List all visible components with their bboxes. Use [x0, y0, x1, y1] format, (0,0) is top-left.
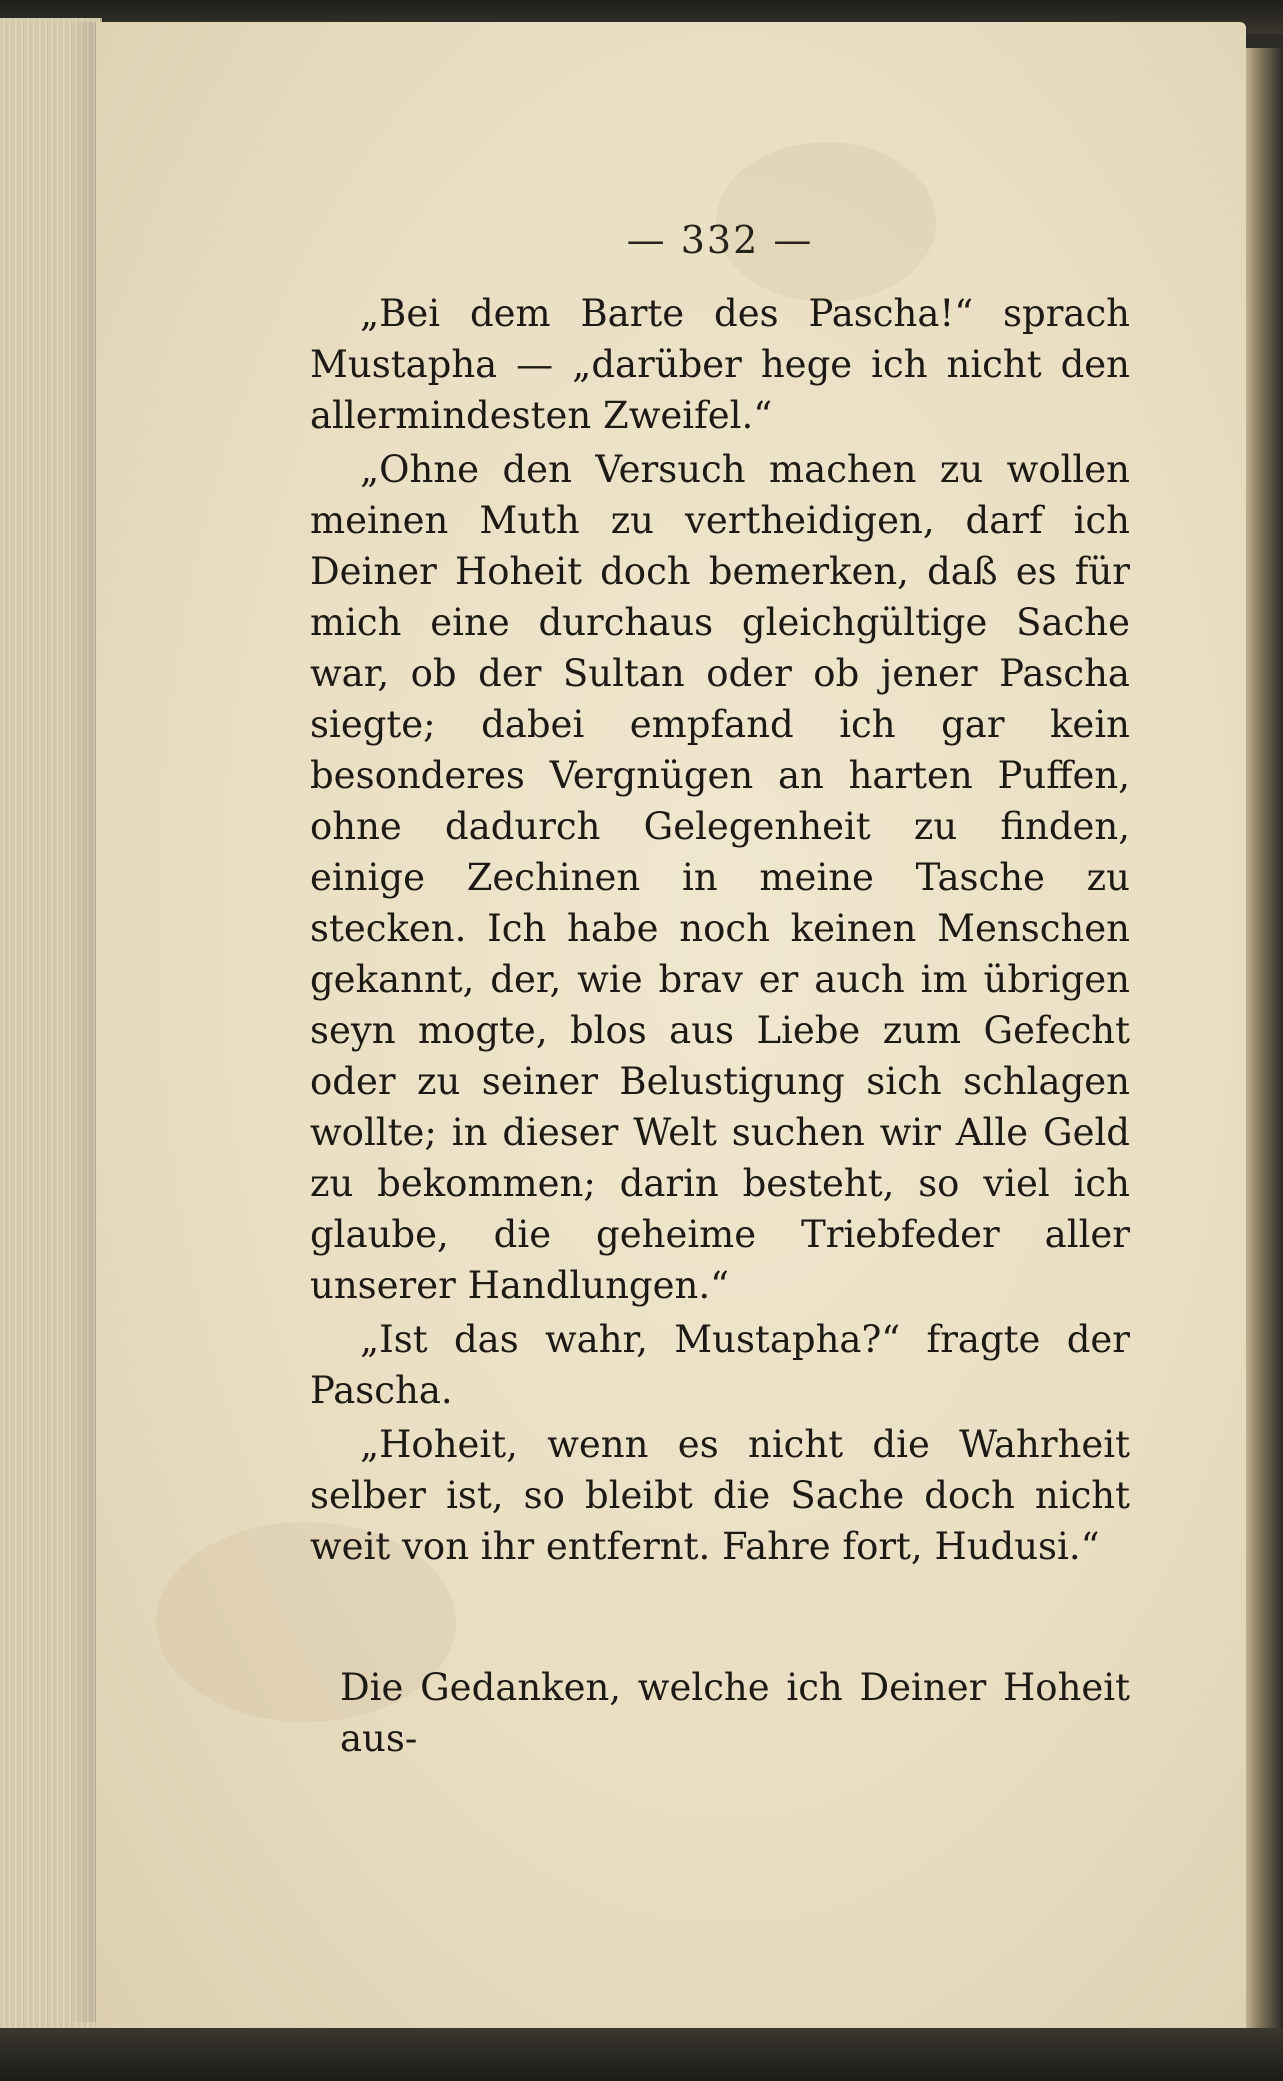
page-number: — 332 — [626, 218, 814, 262]
continuation-line: Die Gedanken, welche ich Deiner Hoheit aus- [340, 1666, 1130, 1760]
body-text [310, 288, 1130, 1572]
paragraph: „Ohne den Versuch machen zu wollen meinen Muth zu vertheidigen, darf ich Deiner Hoheit doch bemerken, daß es für mich eine durchaus gleichgültige Sache war, ob der Sultan oder ob jener Pascha siegte; dabei empfand ich gar kein besonderes Vergnügen an harten Puffen, ohne dadurch Gelegenheit zu finden, einige Zechinen in meine Tasche zu stecken. Ich habe noch keinen Menschen gekannt, der, wie brav er auch im übrigen seyn mogte, blos aus Liebe zum Gefecht oder zu seiner Belustigung sich schlagen wollte; in dieser Welt suchen wir Alle Geld zu bekommen; darin besteht, so viel ich glaube, die geheime Triebfeder aller unserer Handlungen.“ [310, 448, 1130, 1307]
page-right-edge [1240, 48, 1283, 2038]
binding-bottom-edge [0, 2028, 1283, 2081]
paragraph: „Hoheit, wenn es nicht die Wahrheit selber ist, so bleibt die Sache doch nicht weit von ihr entfernt. Fahre fort, Hudusi.“ [310, 1423, 1130, 1568]
paragraph: „Bei dem Barte des Pascha!“ sprach Mustapha — „darüber hege ich nicht den allermindesten Zweifel.“ [310, 292, 1130, 437]
paragraph: „Ist das wahr, Mustapha?“ fragte der Pascha. [310, 1318, 1130, 1412]
